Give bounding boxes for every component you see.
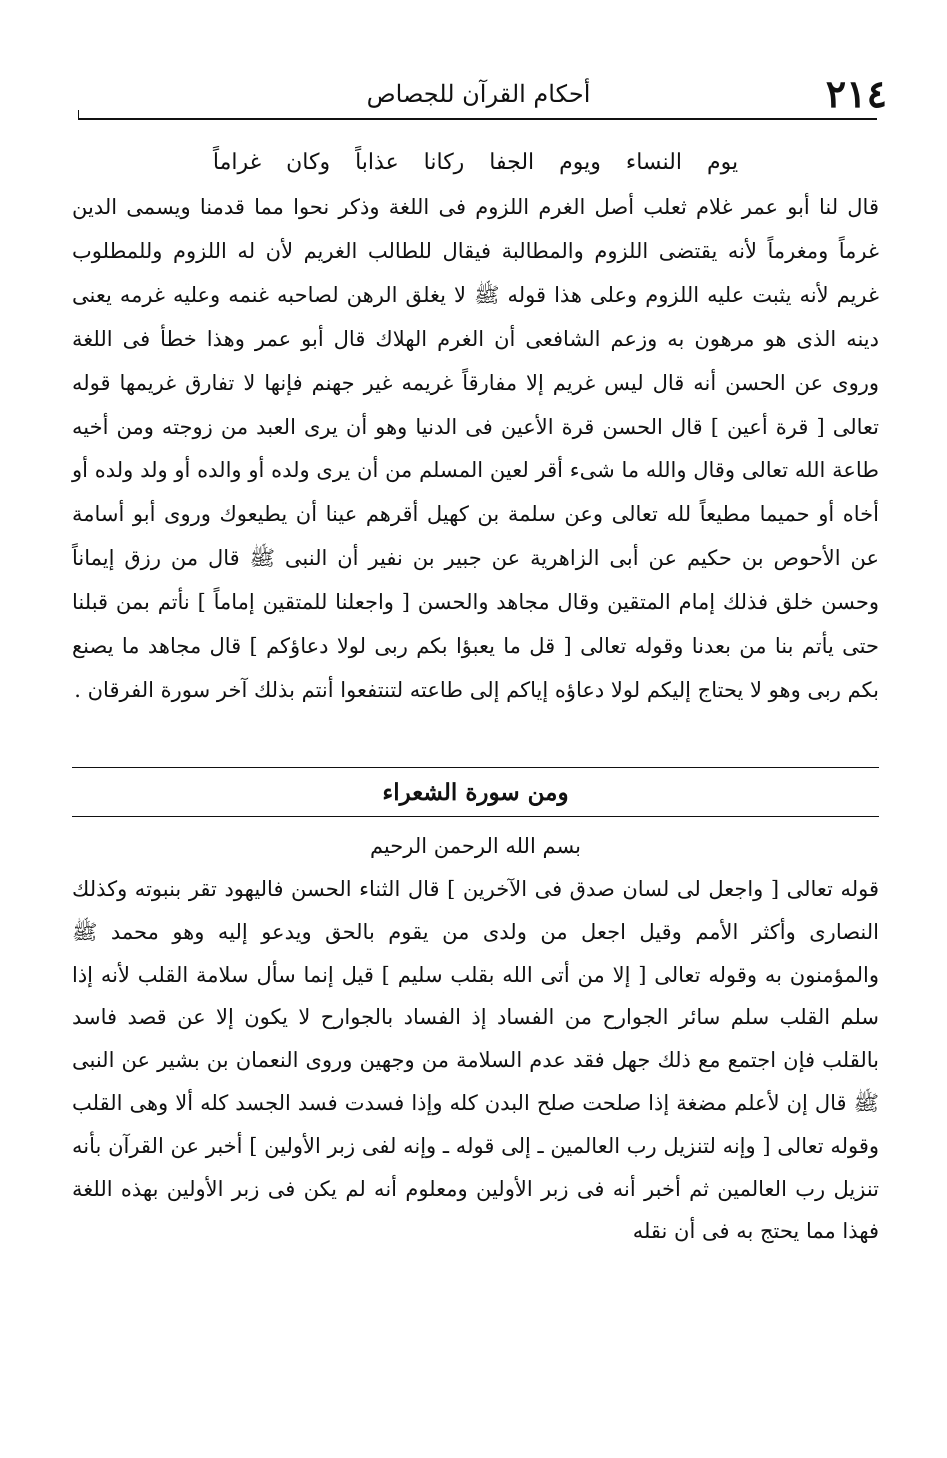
section-rule-bottom [72,816,879,817]
section-text-block [72,868,879,1253]
header-rule [78,118,877,120]
main-text-block [72,140,879,713]
section-rule-top [72,767,879,768]
paragraph-shuara: قوله تعالى [ واجعل لى لسان صدق فى الآخرين ] قال الثناء الحسن فاليهود تقر بنبوته وكذلك النصارى وأكثر الأمم وقيل اجعل من ولدى من يقوم بالحق ويدعو إليه وهو محمد ﷺ والمؤمنون به وقوله تعالى [ إلا من أتى الله بقلب سليم ] قيل إنما سأل سلامة القلب لأنه إذا سلم القلب سلم سائر الجوارح من الفساد إذ الفساد بالجوارح لا يكون إلا عن قصد فاسد بالقلب فإن اجتمع مع ذلك جهل فقد عدم السلامة من وجهين وروى النعمان بن بشير عن النبى ﷺ قال إن لأعلم مضغة إذا صلحت صلح البدن كله وإذا فسدت فسد الجسد كله ألا وهى القلب وقوله تعالى [ وإنه لتنزيل رب العالمين ـ إلى قوله ـ وإنه لفى زبر الأولين ] أخبر عن القرآن بأنه تنزيل رب العالمين ثم أخبر أنه فى زبر الأولين ومعلوم أنه لم يكن فى زبر الأولين بهذه اللغة فهذا مما يحتج به فى أن نقله [72,877,879,1244]
running-header [70,72,887,116]
basmala: بسم الله الرحمن الرحيم [369,834,582,858]
section-title: ومن سورة الشعراء [382,779,569,806]
running-title: أحكام القرآن للجصاص [366,80,591,108]
page-number: ٢١٤ [825,71,887,116]
paragraph-furqan-end: قال لنا أبو عمر غلام ثعلب أصل الغرم اللزوم فى اللغة وذكر نحوا مما قدمنا ويسمى الدين غرماً ومغرماً لأنه يقتضى اللزوم والمطالبة فيقال للطالب الغريم لأن له اللزوم وللمطلوب غريم لأنه يثبت عليه اللزوم وعلى هذا قوله ﷺ لا يغلق الرهن لصاحبه غنمه وعليه غرمه يعنى دينه الذى هو مرهون به وزعم الشافعى أن الغرم الهلاك قال أبو عمر وهذا خطأ فى اللغة وروى عن الحسن أنه قال ليس غريم إلا مفارقاً غريمه غير جهنم فإنها لا تفارق غريمها قوله تعالى [ قرة أعين ] قال الحسن قرة الأعين فى الدنيا وهو أن يرى العبد من زوجته ومن أخيه طاعة الله تعالى وقال والله ما شىء أقر لعين المسلم من أن يرى ولده أو والده أو ولد ولده أو أخاه أو حميما مطيعاً لله تعالى وعن سلمة بن كهيل أقرهم عينا أن يطيعوك وروى أبو أسامة عن الأحوص بن حكيم عن أبى الزاهرية عن جبير بن نفير أن النبى ﷺ قال من رزق إيماناً وحسن خلق فذلك إمام المتقين وقال مجاهد والحسن [ واجعلنا للمتقين إماماً ] نأتم بمن قبلنا حتى يأتم بنا من بعدنا وقوله تعالى [ قل ما يعبؤا بكم ربى لولا دعاؤكم ] قال مجاهد ما يصنع بكم ربى وهو لا يحتاج إليكم لولا دعاؤه إياكم إلى طاعته لتنتفعوا أنتم بذلك آخر سورة الفرقان . [72,195,879,702]
poetry-verse: يوم النساء ويوم الجفا ركانا عذاباً وكان غراماً [212,150,739,175]
header-rule-tick [78,110,79,118]
